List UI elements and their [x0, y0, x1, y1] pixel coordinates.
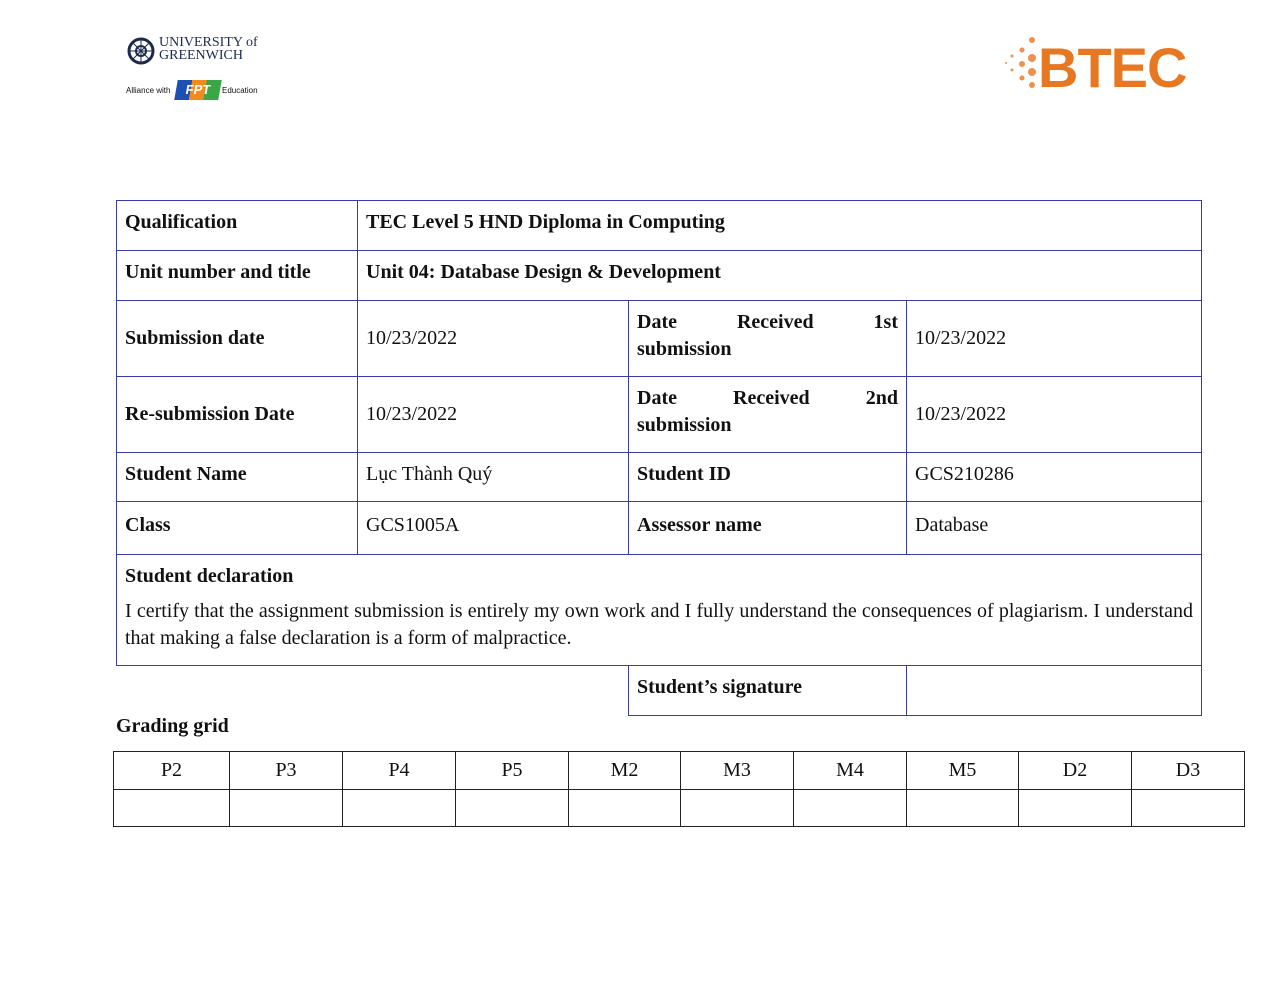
grade-header-d3: D3: [1131, 751, 1245, 790]
grade-cell-p3[interactable]: [229, 789, 343, 827]
grade-cell-m2[interactable]: [568, 789, 681, 827]
label-line2: submission: [637, 414, 732, 436]
grade-header-m4: M4: [793, 751, 907, 790]
university-of-greenwich-logo: [126, 36, 266, 66]
label-word: Date: [637, 311, 677, 333]
assessor-name-label: Assessor name: [628, 501, 907, 555]
label-word: 2nd: [865, 387, 898, 409]
signature-label: Student’s signature: [628, 665, 907, 716]
alliance-text: Alliance with: [126, 86, 171, 95]
grade-header-p3: P3: [229, 751, 343, 790]
assessor-name-value: Database: [906, 501, 1202, 555]
grade-cell-p5[interactable]: [455, 789, 569, 827]
label-word: Received: [736, 311, 814, 333]
grade-header-m5: M5: [906, 751, 1019, 790]
fpt-mark: FPT: [174, 80, 222, 100]
btec-wordmark: BTEC: [1038, 36, 1187, 99]
grade-header-m2: M2: [568, 751, 681, 790]
grade-header-p2: P2: [113, 751, 230, 790]
grade-cell-p4[interactable]: [342, 789, 456, 827]
date-received-1st-label: [628, 300, 907, 377]
unit-value: Unit 04: Database Design & Development: [357, 250, 1202, 301]
grade-cell-m4[interactable]: [793, 789, 907, 827]
qualification-label: Qualification: [116, 200, 358, 251]
dots-icon: [1002, 36, 1038, 96]
submission-date-value: 10/23/2022: [357, 300, 629, 377]
date-received-2nd-value: 10/23/2022: [906, 376, 1202, 453]
label-word: Received: [733, 387, 810, 409]
class-label: Class: [116, 501, 358, 555]
signature-field[interactable]: [906, 665, 1202, 716]
grade-header-p5: P5: [455, 751, 569, 790]
label-word: 1st: [873, 311, 898, 333]
qualification-value: TEC Level 5 HND Diploma in Computing: [357, 200, 1202, 251]
student-name-value: Lục Thành Quý: [357, 452, 629, 502]
submission-date-label: Submission date: [116, 300, 358, 377]
grade-header-d2: D2: [1018, 751, 1132, 790]
grade-cell-m3[interactable]: [680, 789, 794, 827]
resubmission-date-label: Re-submission Date: [116, 376, 358, 453]
grade-cell-m5[interactable]: [906, 789, 1019, 827]
grade-cell-p2[interactable]: [113, 789, 230, 827]
resubmission-date-value: 10/23/2022: [357, 376, 629, 453]
student-id-label: Student ID: [628, 452, 907, 502]
compass-emblem-icon: [126, 36, 156, 66]
student-declaration: [116, 554, 1202, 666]
grade-cell-d2[interactable]: [1018, 789, 1132, 827]
date-received-2nd-label: [628, 376, 907, 453]
grade-cell-d3[interactable]: [1131, 789, 1245, 827]
grade-header-p4: P4: [342, 751, 456, 790]
greenwich-wordmark: UNIVERSITY of GREENWICH: [159, 35, 258, 63]
unit-label: Unit number and title: [116, 250, 358, 301]
label-word: Date: [637, 387, 677, 409]
student-name-label: Student Name: [116, 452, 358, 502]
label-line2: submission: [637, 338, 732, 360]
education-text: Education: [222, 86, 258, 95]
fpt-alliance-logo: [126, 80, 266, 102]
declaration-text: I certify that the assignment submission is entirely my own work and I fully understand the consequences of plagiarism. I understand that making a false declaration is a form of malpractice.: [125, 600, 1193, 649]
btec-logo: [1002, 36, 1194, 99]
date-received-1st-value: 10/23/2022: [906, 300, 1202, 377]
declaration-title: Student declaration: [125, 565, 294, 587]
grading-grid-title: Grading grid: [116, 715, 229, 737]
class-value: GCS1005A: [357, 501, 629, 555]
grade-header-m3: M3: [680, 751, 794, 790]
student-id-value: GCS210286: [906, 452, 1202, 502]
